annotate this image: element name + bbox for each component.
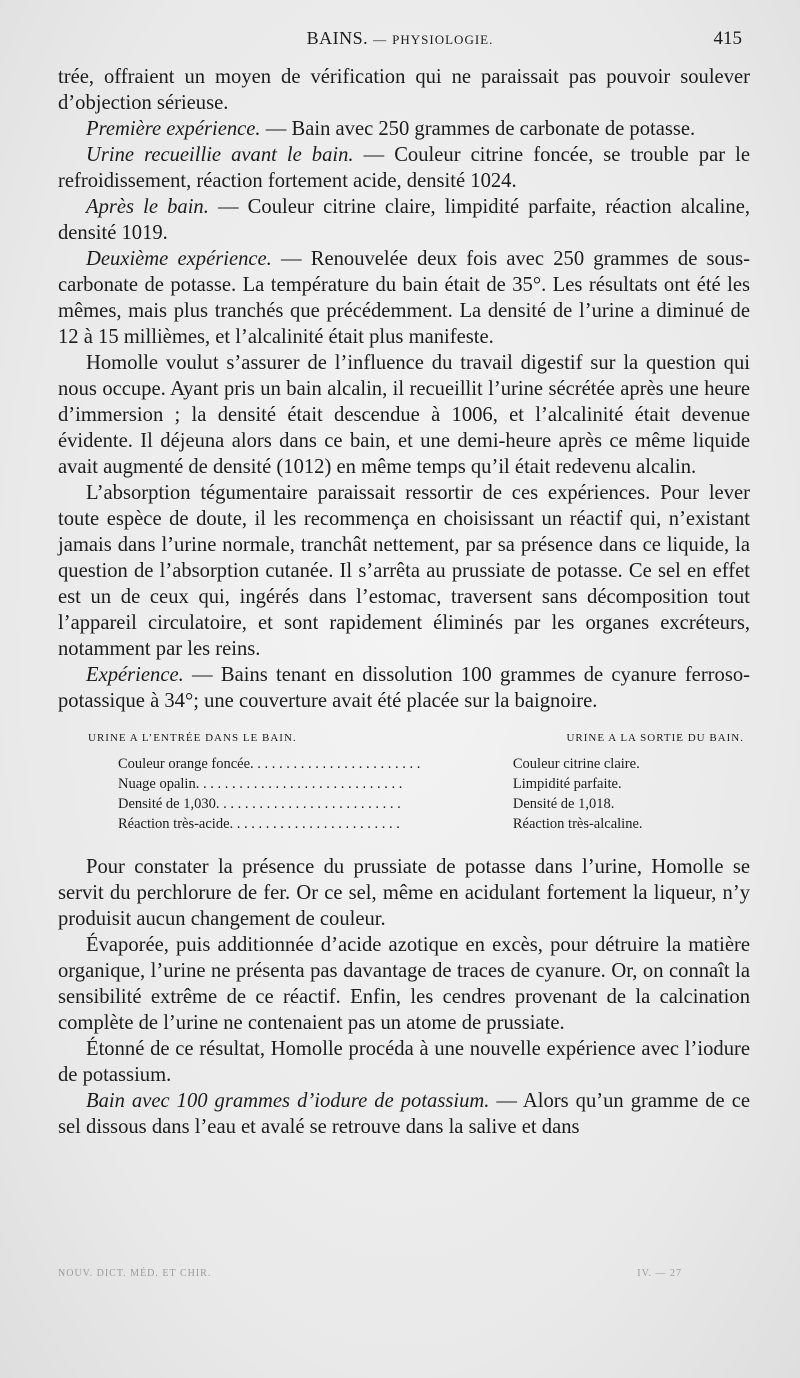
- table-cell-right: Réaction très-alcaline.: [512, 816, 643, 832]
- paragraph-iodure: [58, 1088, 750, 1140]
- urine-table-header: [58, 728, 750, 748]
- table-cell-left: Nuage opalin. . . . . . . . . . . . . . . . . . . . . . . . . . . . .: [118, 776, 403, 792]
- table-cell-left: Couleur orange foncée. . . . . . . . . . . . . . . . . . . . . . . .: [118, 756, 421, 772]
- paragraph-homolle: Homolle voulut s’assurer de l’influence du travail digestif sur la question qui nous occupe. Ayant pris un bain alcalin, il recueillit l’urine sécrétée après une heure d’immersion ; la densité était descendue à 1006, et l’alcalinité était devenue évidente. Il déjeuna alors dans ce bain, et une demi-heure après ce même liquide avait augmenté de densité (1012) en même temps qu’il était redevenu alcalin.: [58, 352, 750, 478]
- table-row: [58, 814, 750, 834]
- table-cell-right: Limpidité parfaite.: [512, 776, 622, 792]
- page-footer: [58, 1268, 742, 1279]
- experience-2-label: Deuxième expérience.: [86, 248, 272, 270]
- footer-signature-left: NOUV. DICT. MÉD. ET CHIR.: [58, 1268, 212, 1279]
- urine-before-text: — Couleur citrine foncée, se trouble par le refroidissement, réaction fortement acide, densité 1024.: [58, 144, 750, 192]
- running-title-dash: —: [373, 32, 388, 47]
- table-cell-left: Réaction très-acide. . . . . . . . . . . . . . . . . . . . . . . .: [118, 816, 400, 832]
- paragraph-new-experience: Étonné de ce résultat, Homolle procéda à une nouvelle expérience avec l’iodure de potassium.: [58, 1038, 750, 1086]
- running-title: [58, 28, 742, 49]
- experience-1-label: Première expérience.: [86, 118, 261, 140]
- table-cell-left: Densité de 1,030. . . . . . . . . . . . . . . . . . . . . . . . . .: [118, 796, 401, 812]
- running-title-main: BAINS.: [306, 28, 369, 48]
- table-row: [58, 794, 750, 814]
- urine-before-label: Urine recueillie avant le bain.: [86, 144, 354, 166]
- urine-table-head-left: URINE A L’ENTRÉE DANS LE BAIN.: [88, 732, 297, 744]
- table-row: [58, 754, 750, 774]
- urine-table: [58, 728, 750, 834]
- running-header: [58, 28, 742, 58]
- paragraph-experience-1: [58, 116, 750, 142]
- paragraph-after-bath: [58, 194, 750, 246]
- page-number: 415: [713, 28, 742, 49]
- after-bath-label: Après le bain.: [86, 196, 209, 218]
- experience-text: — Bains tenant en dissolution 100 grammes de cyanure ferroso-potassique à 34°; une couverture avait été placée sur la baignoire.: [58, 664, 750, 712]
- footer-signature-right: IV. — 27: [637, 1268, 682, 1279]
- paragraph-evaporation: Évaporée, puis additionnée d’acide azotique en excès, pour détruire la matière organique, l’urine ne présenta pas davantage de traces de cyanure. Or, on connaît la sensibilité extrême de ce réactif. Enfin, les cendres provenant de la calcination complète de l’urine ne contenaient pas un atome de prussiate.: [58, 934, 750, 1034]
- paragraph-experience: [58, 662, 750, 714]
- body-text: [58, 64, 750, 1140]
- paragraph-absorption: L’absorption tégumentaire paraissait ressortir de ces expériences. Pour lever toute espèce de doute, il les recommença en choisissant un réactif qui, n’existant jamais dans l’urine normale, tranchât nettement, par sa présence dans ce liquide, la question de l’absorption cutanée. Il s’arrêta au prussiate de potasse. Ce sel en effet est un de ceux qui, ingérés dans l’estomac, traversent sans décomposition tout l’appareil circulatoire, et sont rapidement éliminés par les organes excréteurs, notamment par les reins.: [58, 482, 750, 660]
- paragraph-experience-2: [58, 246, 750, 350]
- experience-label: Expérience.: [86, 664, 184, 686]
- table-row: [58, 774, 750, 794]
- paragraph-urine-before: [58, 142, 750, 194]
- iodure-text: — Alors qu’un gramme de ce sel dissous dans l’eau et avalé se retrouve dans la salive et dans: [58, 1090, 750, 1138]
- iodure-label: Bain avec 100 grammes d’iodure de potassium.: [86, 1090, 490, 1112]
- table-cell-right: Couleur citrine claire.: [512, 756, 640, 772]
- urine-table-head-right: URINE A LA SORTIE DU BAIN.: [566, 732, 744, 744]
- after-bath-text: — Couleur citrine claire, limpidité parfaite, réaction alcaline, densité 1019.: [58, 196, 750, 244]
- table-cell-right: Densité de 1,018.: [512, 796, 615, 812]
- paragraph-continuation: trée, offraient un moyen de vérification qui ne paraissait pas pouvoir soulever d’objection sérieuse.: [58, 66, 750, 114]
- experience-1-text: — Bain avec 250 grammes de carbonate de potasse.: [260, 118, 696, 140]
- experience-2-text: — Renouvelée deux fois avec 250 grammes de sous-carbonate de potasse. La température du bain était de 35°. Les résultats ont été les mêmes, mais plus tranchés que précédemment. La densité de l’urine a diminué de 12 à 15 millièmes, et l’alcalinité était plus manifeste.: [58, 248, 750, 348]
- running-title-sub: PHYSIOLOGIE.: [392, 32, 494, 47]
- paragraph-prussiate-test: Pour constater la présence du prussiate de potasse dans l’urine, Homolle se servit du perchlorure de fer. Or ce sel, même en acidulant fortement la liqueur, n’y produisit aucun changement de couleur.: [58, 856, 750, 930]
